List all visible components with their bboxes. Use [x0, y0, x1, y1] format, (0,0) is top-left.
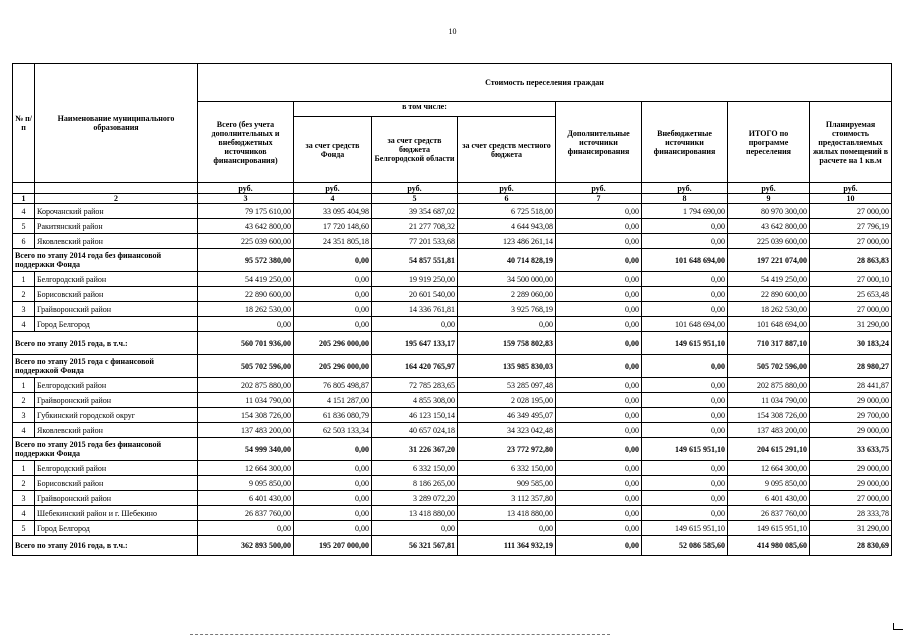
value-cell-c10: 25 653,48	[810, 287, 892, 302]
value-cell-c6: 135 985 830,03	[458, 355, 556, 378]
value-cell-c8: 149 615 951,10	[642, 438, 728, 461]
value-cell-c4: 0,00	[294, 521, 372, 536]
value-cell-c10: 28 333,78	[810, 506, 892, 521]
value-cell-c5: 6 332 150,00	[372, 461, 458, 476]
header-offbudget: Внебюджетные источники финансирования	[642, 102, 728, 183]
unit-cell	[13, 183, 35, 194]
value-cell-c3: 362 893 500,00	[198, 536, 294, 556]
municipality-name: Всего по этапу 2015 года без финансовой поддержки Фонда	[13, 438, 198, 461]
unit-cell: руб.	[642, 183, 728, 194]
value-cell-c10: 31 290,00	[810, 317, 892, 332]
value-cell-c6: 2 289 060,00	[458, 287, 556, 302]
municipality-name: Белгородский район	[35, 461, 198, 476]
value-cell-c8: 0,00	[642, 461, 728, 476]
value-cell-c8: 1 794 690,00	[642, 204, 728, 219]
index-cell: 8	[642, 194, 728, 204]
table-row	[13, 393, 892, 408]
value-cell-c6: 6 332 150,00	[458, 461, 556, 476]
value-cell-c7: 0,00	[556, 234, 642, 249]
value-cell-c7: 0,00	[556, 302, 642, 317]
unit-cell: руб.	[372, 183, 458, 194]
value-cell-c5: 4 855 308,00	[372, 393, 458, 408]
municipality-name: Яковлевский район	[35, 423, 198, 438]
row-number: 5	[13, 219, 35, 234]
value-cell-c4: 33 095 404,98	[294, 204, 372, 219]
value-cell-c6: 3 112 357,80	[458, 491, 556, 506]
value-cell-c9: 26 837 760,00	[728, 506, 810, 521]
value-cell-c4: 4 151 287,00	[294, 393, 372, 408]
row-number: 4	[13, 204, 35, 219]
value-cell-c9: 43 642 800,00	[728, 219, 810, 234]
value-cell-c8: 0,00	[642, 393, 728, 408]
value-cell-c8: 0,00	[642, 423, 728, 438]
value-cell-c3: 505 702 596,00	[198, 355, 294, 378]
value-cell-c3: 12 664 300,00	[198, 461, 294, 476]
table-row	[13, 461, 892, 476]
municipality-name: Грайворонский район	[35, 302, 198, 317]
value-cell-c9: 204 615 291,10	[728, 438, 810, 461]
value-cell-c5: 54 857 551,81	[372, 249, 458, 272]
value-cell-c8: 149 615 951,10	[642, 521, 728, 536]
municipality-name: Город Белгород	[35, 317, 198, 332]
value-cell-c4: 17 720 148,60	[294, 219, 372, 234]
value-cell-c8: 149 615 951,10	[642, 332, 728, 355]
value-cell-c5: 13 418 880,00	[372, 506, 458, 521]
unit-cell: руб.	[728, 183, 810, 194]
value-cell-c4: 0,00	[294, 317, 372, 332]
row-number: 3	[13, 302, 35, 317]
total-row	[13, 536, 892, 556]
value-cell-c4: 0,00	[294, 287, 372, 302]
value-cell-c9: 202 875 880,00	[728, 378, 810, 393]
index-cell: 4	[294, 194, 372, 204]
value-cell-c8: 0,00	[642, 378, 728, 393]
value-cell-c5: 77 201 533,68	[372, 234, 458, 249]
value-cell-c7: 0,00	[556, 393, 642, 408]
value-cell-c10: 27 000,00	[810, 302, 892, 317]
value-cell-c4: 61 836 080,79	[294, 408, 372, 423]
header-name: Наименование муниципального образования	[35, 64, 198, 183]
value-cell-c7: 0,00	[556, 491, 642, 506]
value-cell-c10: 28 980,27	[810, 355, 892, 378]
value-cell-c10: 27 000,00	[810, 234, 892, 249]
municipality-name: Всего по этапу 2015 года, в т.ч.:	[13, 332, 198, 355]
municipality-name: Корочанский район	[35, 204, 198, 219]
header-no: № п/п	[13, 64, 35, 183]
index-cell: 1	[13, 194, 35, 204]
value-cell-c5: 195 647 133,17	[372, 332, 458, 355]
corner-mark	[893, 623, 903, 630]
value-cell-c5: 0,00	[372, 521, 458, 536]
value-cell-c8: 0,00	[642, 355, 728, 378]
row-number: 2	[13, 287, 35, 302]
unit-cell: руб.	[556, 183, 642, 194]
value-cell-c5: 72 785 283,65	[372, 378, 458, 393]
row-number: 3	[13, 408, 35, 423]
value-cell-c10: 29 000,00	[810, 423, 892, 438]
municipality-name: Шебекинский район и г. Шебекино	[35, 506, 198, 521]
value-cell-c7: 0,00	[556, 438, 642, 461]
municipality-name: Губкинский городской округ	[35, 408, 198, 423]
row-number: 3	[13, 491, 35, 506]
municipality-name: Ракитянский район	[35, 219, 198, 234]
municipality-name: Грайворонский район	[35, 393, 198, 408]
value-cell-c7: 0,00	[556, 249, 642, 272]
value-cell-c6: 123 486 261,14	[458, 234, 556, 249]
value-cell-c3: 79 175 610,00	[198, 204, 294, 219]
value-cell-c7: 0,00	[556, 423, 642, 438]
municipality-name: Всего по этапу 2014 года без финансовой поддержки Фонда	[13, 249, 198, 272]
value-cell-c3: 154 308 726,00	[198, 408, 294, 423]
value-cell-c6: 3 925 768,19	[458, 302, 556, 317]
value-cell-c6: 159 758 802,83	[458, 332, 556, 355]
value-cell-c5: 39 354 687,02	[372, 204, 458, 219]
header-group-title: Стоимость переселения граждан	[198, 64, 892, 102]
unit-cell: руб.	[810, 183, 892, 194]
table-row	[13, 521, 892, 536]
bottom-edge-line	[190, 634, 610, 636]
index-cell: 2	[35, 194, 198, 204]
value-cell-c7: 0,00	[556, 204, 642, 219]
header-incl: в том числе:	[294, 102, 556, 117]
value-cell-c10: 27 796,19	[810, 219, 892, 234]
value-cell-c9: 11 034 790,00	[728, 393, 810, 408]
value-cell-c4: 0,00	[294, 506, 372, 521]
value-cell-c9: 505 702 596,00	[728, 355, 810, 378]
table-row	[13, 287, 892, 302]
table-row	[13, 219, 892, 234]
header-itogo: ИТОГО по программе переселения	[728, 102, 810, 183]
index-cell: 7	[556, 194, 642, 204]
table-row	[13, 378, 892, 393]
value-cell-c7: 0,00	[556, 378, 642, 393]
value-cell-c7: 0,00	[556, 461, 642, 476]
value-cell-c6: 34 500 000,00	[458, 272, 556, 287]
total-row	[13, 438, 892, 461]
value-cell-c4: 0,00	[294, 249, 372, 272]
value-cell-c7: 0,00	[556, 355, 642, 378]
value-cell-c6: 2 028 195,00	[458, 393, 556, 408]
table-body	[13, 204, 892, 556]
value-cell-c7: 0,00	[556, 219, 642, 234]
value-cell-c5: 3 289 072,20	[372, 491, 458, 506]
value-cell-c4: 0,00	[294, 491, 372, 506]
value-cell-c4: 62 503 133,34	[294, 423, 372, 438]
value-cell-c9: 197 221 074,00	[728, 249, 810, 272]
value-cell-c3: 137 483 200,00	[198, 423, 294, 438]
value-cell-c8: 0,00	[642, 491, 728, 506]
value-cell-c7: 0,00	[556, 536, 642, 556]
value-cell-c5: 14 336 761,81	[372, 302, 458, 317]
value-cell-c4: 195 207 000,00	[294, 536, 372, 556]
value-cell-c6: 34 323 042,48	[458, 423, 556, 438]
resettlement-cost-table	[12, 63, 892, 556]
value-cell-c7: 0,00	[556, 506, 642, 521]
header-local: за счет средств местного бюджета	[458, 117, 556, 183]
value-cell-c8: 0,00	[642, 408, 728, 423]
value-cell-c4: 24 351 805,18	[294, 234, 372, 249]
header-total: Всего (без учета дополнительных и внебюджетных источников финансирования)	[198, 102, 294, 183]
value-cell-c7: 0,00	[556, 408, 642, 423]
index-cell: 10	[810, 194, 892, 204]
value-cell-c7: 0,00	[556, 317, 642, 332]
value-cell-c9: 6 401 430,00	[728, 491, 810, 506]
value-cell-c6: 0,00	[458, 317, 556, 332]
unit-cell: руб.	[294, 183, 372, 194]
value-cell-c10: 29 000,00	[810, 461, 892, 476]
unit-cell: руб.	[198, 183, 294, 194]
value-cell-c9: 9 095 850,00	[728, 476, 810, 491]
value-cell-c6: 46 349 495,07	[458, 408, 556, 423]
value-cell-c6: 909 585,00	[458, 476, 556, 491]
municipality-name: Всего по этапу 2015 года с финансовой поддержкой Фонда	[13, 355, 198, 378]
value-cell-c7: 0,00	[556, 476, 642, 491]
value-cell-c9: 80 970 300,00	[728, 204, 810, 219]
table-row	[13, 506, 892, 521]
row-number: 5	[13, 521, 35, 536]
value-cell-c3: 225 039 600,00	[198, 234, 294, 249]
row-number: 1	[13, 378, 35, 393]
value-cell-c7: 0,00	[556, 521, 642, 536]
value-cell-c5: 20 601 540,00	[372, 287, 458, 302]
municipality-name: Борисовский район	[35, 476, 198, 491]
value-cell-c4: 205 296 000,00	[294, 332, 372, 355]
total-row	[13, 332, 892, 355]
value-cell-c3: 95 572 380,00	[198, 249, 294, 272]
value-cell-c5: 21 277 708,32	[372, 219, 458, 234]
value-cell-c10: 27 000,10	[810, 272, 892, 287]
value-cell-c9: 710 317 887,10	[728, 332, 810, 355]
index-cell: 6	[458, 194, 556, 204]
value-cell-c9: 154 308 726,00	[728, 408, 810, 423]
value-cell-c5: 40 657 024,18	[372, 423, 458, 438]
table-row	[13, 302, 892, 317]
value-cell-c6: 4 644 943,08	[458, 219, 556, 234]
index-cell: 9	[728, 194, 810, 204]
value-cell-c5: 31 226 367,20	[372, 438, 458, 461]
value-cell-c7: 0,00	[556, 272, 642, 287]
row-number: 1	[13, 461, 35, 476]
value-cell-c8: 0,00	[642, 476, 728, 491]
value-cell-c4: 0,00	[294, 476, 372, 491]
value-cell-c3: 560 701 936,00	[198, 332, 294, 355]
value-cell-c6: 0,00	[458, 521, 556, 536]
municipality-name: Борисовский район	[35, 287, 198, 302]
value-cell-c3: 202 875 880,00	[198, 378, 294, 393]
page-number: 10	[448, 27, 457, 36]
value-cell-c3: 0,00	[198, 317, 294, 332]
table-row	[13, 272, 892, 287]
value-cell-c5: 19 919 250,00	[372, 272, 458, 287]
table-row	[13, 476, 892, 491]
value-cell-c10: 27 000,00	[810, 491, 892, 506]
value-cell-c8: 0,00	[642, 219, 728, 234]
value-cell-c6: 53 285 097,48	[458, 378, 556, 393]
value-cell-c4: 0,00	[294, 272, 372, 287]
value-cell-c6: 23 772 972,80	[458, 438, 556, 461]
row-number: 2	[13, 393, 35, 408]
value-cell-c8: 0,00	[642, 272, 728, 287]
header-region: за счет средств бюджета Белгородской области	[372, 117, 458, 183]
value-cell-c6: 40 714 828,19	[458, 249, 556, 272]
row-number: 4	[13, 506, 35, 521]
value-cell-c10: 27 000,00	[810, 204, 892, 219]
unit-cell: руб.	[458, 183, 556, 194]
index-cell: 5	[372, 194, 458, 204]
value-cell-c5: 46 123 150,14	[372, 408, 458, 423]
value-cell-c10: 29 700,00	[810, 408, 892, 423]
value-cell-c9: 22 890 600,00	[728, 287, 810, 302]
value-cell-c8: 0,00	[642, 506, 728, 521]
municipality-name: Белгородский район	[35, 272, 198, 287]
row-number: 2	[13, 476, 35, 491]
row-number: 1	[13, 272, 35, 287]
table-row	[13, 408, 892, 423]
value-cell-c5: 56 321 567,81	[372, 536, 458, 556]
value-cell-c4: 0,00	[294, 438, 372, 461]
header-additional: Дополнительные источники финансирования	[556, 102, 642, 183]
value-cell-c9: 18 262 530,00	[728, 302, 810, 317]
value-cell-c8: 101 648 694,00	[642, 317, 728, 332]
municipality-name: Яковлевский район	[35, 234, 198, 249]
value-cell-c3: 26 837 760,00	[198, 506, 294, 521]
value-cell-c9: 12 664 300,00	[728, 461, 810, 476]
table-row	[13, 234, 892, 249]
municipality-name: Грайворонский район	[35, 491, 198, 506]
value-cell-c4: 0,00	[294, 302, 372, 317]
row-number: 4	[13, 317, 35, 332]
value-cell-c4: 205 296 000,00	[294, 355, 372, 378]
value-cell-c9: 54 419 250,00	[728, 272, 810, 287]
value-cell-c10: 28 830,69	[810, 536, 892, 556]
value-cell-c3: 54 999 340,00	[198, 438, 294, 461]
value-cell-c7: 0,00	[556, 287, 642, 302]
value-cell-c5: 8 186 265,00	[372, 476, 458, 491]
value-cell-c3: 6 401 430,00	[198, 491, 294, 506]
municipality-name: Белгородский район	[35, 378, 198, 393]
value-cell-c8: 0,00	[642, 287, 728, 302]
value-cell-c3: 11 034 790,00	[198, 393, 294, 408]
value-cell-c5: 164 420 765,97	[372, 355, 458, 378]
value-cell-c3: 22 890 600,00	[198, 287, 294, 302]
table-row	[13, 204, 892, 219]
value-cell-c10: 29 000,00	[810, 393, 892, 408]
value-cell-c10: 30 183,24	[810, 332, 892, 355]
value-cell-c6: 6 725 518,00	[458, 204, 556, 219]
value-cell-c10: 31 290,00	[810, 521, 892, 536]
value-cell-c5: 0,00	[372, 317, 458, 332]
value-cell-c3: 54 419 250,00	[198, 272, 294, 287]
value-cell-c8: 101 648 694,00	[642, 249, 728, 272]
index-cell: 3	[198, 194, 294, 204]
value-cell-c3: 43 642 800,00	[198, 219, 294, 234]
value-cell-c6: 111 364 932,19	[458, 536, 556, 556]
value-cell-c8: 0,00	[642, 234, 728, 249]
value-cell-c9: 225 039 600,00	[728, 234, 810, 249]
value-cell-c9: 149 615 951,10	[728, 521, 810, 536]
value-cell-c10: 29 000,00	[810, 476, 892, 491]
table-row	[13, 491, 892, 506]
value-cell-c9: 414 980 085,60	[728, 536, 810, 556]
value-cell-c8: 52 086 585,60	[642, 536, 728, 556]
value-cell-c10: 28 441,87	[810, 378, 892, 393]
value-cell-c8: 0,00	[642, 302, 728, 317]
municipality-name: Город Белгород	[35, 521, 198, 536]
municipality-name: Всего по этапу 2016 года, в т.ч.:	[13, 536, 198, 556]
value-cell-c4: 76 805 498,87	[294, 378, 372, 393]
value-cell-c4: 0,00	[294, 461, 372, 476]
total-row	[13, 355, 892, 378]
total-row	[13, 249, 892, 272]
unit-cell	[35, 183, 198, 194]
row-number: 6	[13, 234, 35, 249]
value-cell-c9: 101 648 694,00	[728, 317, 810, 332]
value-cell-c3: 0,00	[198, 521, 294, 536]
header-fund: за счет средств Фонда	[294, 117, 372, 183]
value-cell-c9: 137 483 200,00	[728, 423, 810, 438]
row-number: 4	[13, 423, 35, 438]
value-cell-c10: 28 863,83	[810, 249, 892, 272]
header-planned: Планируемая стоимость предоставляемых жилых помещений в расчете на 1 кв.м	[810, 102, 892, 183]
value-cell-c10: 33 633,75	[810, 438, 892, 461]
table-row	[13, 317, 892, 332]
table-row	[13, 423, 892, 438]
value-cell-c3: 9 095 850,00	[198, 476, 294, 491]
value-cell-c3: 18 262 530,00	[198, 302, 294, 317]
value-cell-c7: 0,00	[556, 332, 642, 355]
value-cell-c6: 13 418 880,00	[458, 506, 556, 521]
